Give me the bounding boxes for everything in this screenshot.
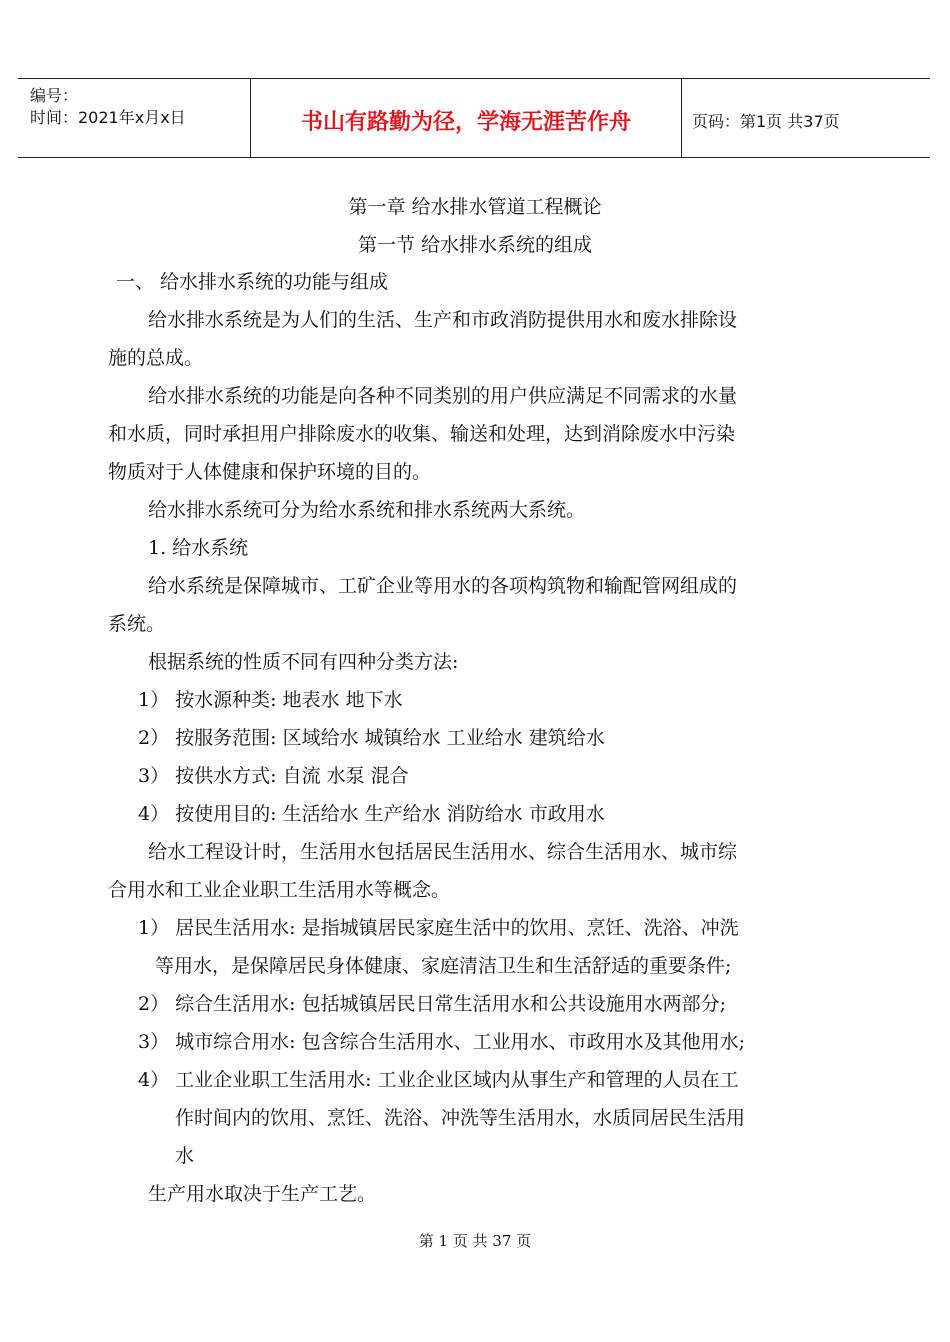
subheading: 1. 给水系统 — [148, 537, 249, 559]
list-item-continuation: 作时间内的饮用、烹饪、洗浴、冲洗等生活用水，水质同居民生活用 — [175, 1107, 746, 1129]
number-label: 编号： — [30, 86, 79, 105]
paragraph-line: 给水排水系统可分为给水系统和排水系统两大系统。 — [148, 499, 586, 521]
list-item: 3） 城市综合用水: 包含综合生活用水、工业用水、市政用水及其他用水; — [138, 1031, 745, 1053]
list-item: 1） 按水源种类: 地表水 地下水 — [138, 689, 403, 711]
motto: 书山有路勤为径，学海无涯苦作舟 — [300, 110, 631, 135]
paragraph-line: 给水排水系统是为人们的生活、生产和市政消防提供用水和废水排除设 — [148, 309, 738, 331]
paragraph-line: 生产用水取决于生产工艺。 — [148, 1183, 377, 1205]
paragraph-line: 和水质，同时承担用户排除废水的收集、输送和处理，达到消除废水中污染 — [108, 423, 736, 445]
time-label: 时间：2021年x月x日 — [30, 108, 186, 127]
list-item: 1） 居民生活用水: 是指城镇居民家庭生活中的饮用、烹饪、洗浴、冲洗 — [138, 917, 739, 939]
paragraph-line: 系统。 — [108, 613, 166, 635]
page-info: 页码：第1页 共37页 — [692, 112, 840, 131]
paragraph-line: 根据系统的性质不同有四种分类方法: — [148, 651, 459, 673]
paragraph-line: 合用水和工业企业职工生活用水等概念。 — [108, 879, 451, 901]
section-title: 第一节 给水排水系统的组成 — [357, 234, 593, 256]
paragraph-line: 物质对于人体健康和保护环境的目的。 — [108, 461, 432, 483]
header-motto-cell — [251, 79, 682, 157]
paragraph-line: 给水排水系统的功能是向各种不同类别的用户供应满足不同需求的水量 — [148, 385, 738, 407]
list-item-continuation: 水 — [175, 1145, 195, 1167]
header-meta-cell — [18, 79, 251, 157]
chapter-title: 第一章 给水排水管道工程概论 — [348, 196, 602, 218]
list-item: 2） 综合生活用水: 包括城镇居民日常生活用水和公共设施用水两部分; — [138, 993, 726, 1015]
page-footer: 第 1 页 共 37 页 — [418, 1232, 532, 1250]
list-item: 4） 按使用目的: 生活给水 生产给水 消防给水 市政用水 — [138, 803, 605, 825]
list-item: 2） 按服务范围: 区域给水 城镇给水 工业给水 建筑给水 — [138, 727, 605, 749]
heading-one: 一、 给水排水系统的功能与组成 — [116, 271, 389, 293]
paragraph-line: 给水系统是保障城市、工矿企业等用水的各项构筑物和输配管网组成的 — [148, 575, 738, 597]
paragraph-line: 施的总成。 — [108, 347, 204, 369]
list-item: 4） 工业企业职工生活用水: 工业企业区域内从事生产和管理的人员在工 — [138, 1069, 739, 1091]
paragraph-line: 给水工程设计时，生活用水包括居民生活用水、综合生活用水、城市综 — [148, 841, 738, 863]
header-page-cell — [682, 79, 930, 157]
list-item-continuation: 等用水，是保障居民身体健康、家庭清洁卫生和生活舒适的重要条件; — [155, 955, 732, 977]
document-header — [18, 78, 930, 158]
list-item: 3） 按供水方式: 自流 水泵 混合 — [138, 765, 409, 787]
